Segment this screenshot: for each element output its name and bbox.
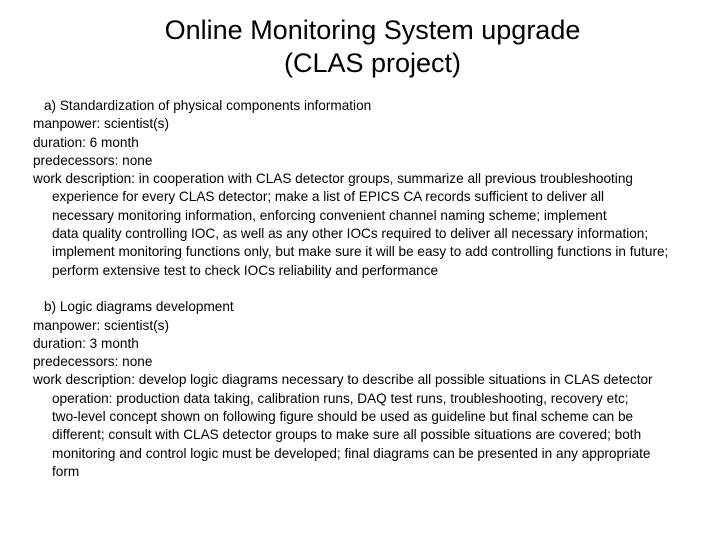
work-description-line: perform extensive test to check IOCs reliability and performance <box>52 262 439 278</box>
work-description-line: implement monitoring functions only, but make sure it will be easy to add controlling functions in future; <box>52 244 669 260</box>
predecessors-field: predecessors: none <box>33 152 153 168</box>
slide-title <box>0 14 720 80</box>
slide-body <box>33 97 703 481</box>
work-description-line: experience for every CLAS detector; make a list of EPICS CA records sufficient to deliver all <box>52 189 605 205</box>
work-description-line: monitoring and control logic must be developed; final diagrams can be presented in any appropriate <box>52 445 651 461</box>
section-a <box>33 97 703 280</box>
manpower-field: manpower: scientist(s) <box>33 317 169 333</box>
work-description-line: different; consult with CLAS detector groups to make sure all possible situations are covered; both <box>52 427 642 443</box>
title-line-2: (CLAS project) <box>283 48 462 78</box>
section-b <box>33 298 703 481</box>
duration-field: duration: 6 month <box>33 134 139 150</box>
title-line-1: Online Monitoring System upgrade <box>164 15 581 45</box>
work-description-line: two-level concept shown on following figure should be used as guideline but final scheme can be <box>52 409 634 425</box>
section-spacer <box>33 280 703 298</box>
work-description-line: data quality controlling IOC, as well as any other IOCs required to deliver all necessary information; <box>52 226 649 242</box>
work-description-line: form <box>52 463 80 479</box>
work-description-line: work description: in cooperation with CLAS detector groups, summarize all previous troubleshooting <box>33 171 633 187</box>
duration-field: duration: 3 month <box>33 335 139 351</box>
work-description-line: work description: develop logic diagrams necessary to describe all possible situations in CLAS detector <box>33 372 653 388</box>
section-heading: a) Standardization of physical components information <box>44 98 372 113</box>
predecessors-field: predecessors: none <box>33 354 153 370</box>
manpower-field: manpower: scientist(s) <box>33 116 169 132</box>
work-description-line: operation: production data taking, calibration runs, DAQ test runs, troubleshooting, recovery etc; <box>52 390 629 406</box>
work-description-line: necessary monitoring information, enforcing convenient channel naming scheme; implement <box>52 207 607 223</box>
section-heading: b) Logic diagrams development <box>44 299 234 315</box>
